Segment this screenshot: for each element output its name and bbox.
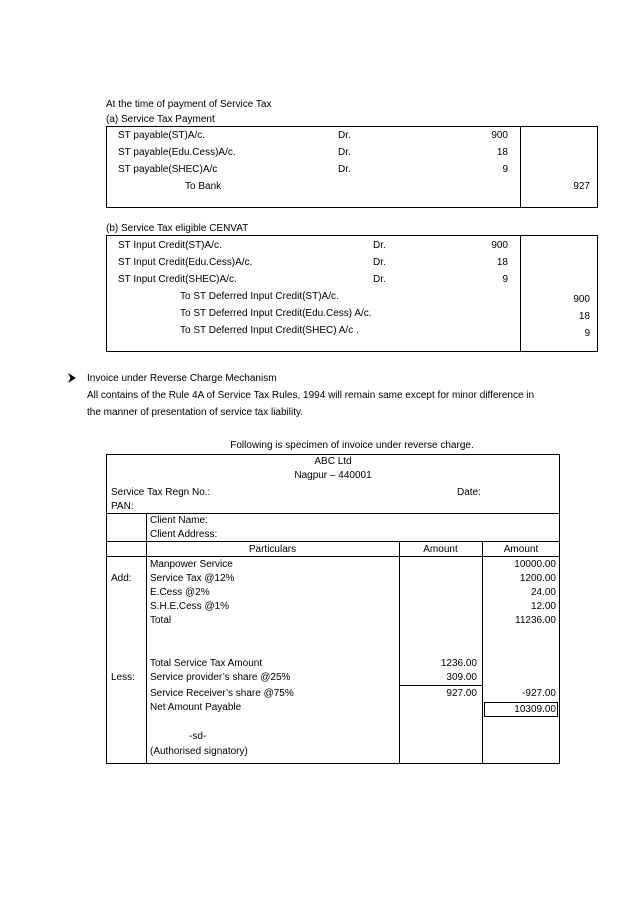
line-item-amount: 1200.00 <box>519 573 556 584</box>
debit-amount: 9 <box>502 164 508 175</box>
journal-account: ST payable(SHEC)A/c <box>118 164 218 175</box>
debit-marker: Dr. <box>338 130 351 141</box>
col-amount: Amount <box>503 544 539 555</box>
line-item-amount: 10000.00 <box>514 559 556 570</box>
credit-account: To ST Deferred Input Credit(ST)A/c. <box>180 291 339 302</box>
debit-amount: 9 <box>502 274 508 285</box>
part-a-title: (a) Service Tax Payment <box>106 114 215 125</box>
paragraph-line: All contains of the Rule 4A of Service Tax Rules, 1994 will remain same except for minor difference in <box>87 390 535 401</box>
line-item-amount: 12.00 <box>530 601 556 612</box>
receiver-share-amount: 927.00 <box>446 688 477 699</box>
total-tax-amount: 1236.00 <box>440 658 477 669</box>
debit-marker: Dr. <box>338 147 351 158</box>
journal-account: ST Input Credit(ST)A/c. <box>118 240 222 251</box>
client-name-label: Client Name: <box>150 515 208 526</box>
credit-account: To Bank <box>185 181 222 192</box>
net-payable-amount: 10309.00 <box>514 704 556 715</box>
arrow-bullet-icon <box>67 372 77 384</box>
col-amount: Amount <box>423 544 458 555</box>
credit-account: To ST Deferred Input Credit(SHEC) A/c . <box>180 325 359 336</box>
date-label: Date: <box>457 487 481 498</box>
credit-amount: 9 <box>584 328 590 339</box>
company-name: ABC Ltd <box>314 456 352 467</box>
section-heading: At the time of payment of Service Tax <box>106 99 272 110</box>
net-payable-label: Net Amount Payable <box>150 702 242 713</box>
provider-share-label: Service provider’s share @25% <box>150 672 291 683</box>
debit-marker: Dr. <box>373 257 386 268</box>
debit-amount: 900 <box>491 130 508 141</box>
receiver-share-label: Service Receiver’s share @75% <box>150 688 294 699</box>
line-item-label: S.H.E.Cess @1% <box>150 601 230 612</box>
line-item-amount: 24.00 <box>530 587 556 598</box>
line-item-label: Manpower Service <box>150 559 233 570</box>
debit-amount: 900 <box>491 240 508 251</box>
line-item-label: E.Cess @2% <box>150 587 210 598</box>
specimen-caption: Following is specimen of invoice under reverse charge. <box>230 440 474 451</box>
part-b-title: (b) Service Tax eligible CENVAT <box>106 223 249 234</box>
bullet-title: Invoice under Reverse Charge Mechanism <box>87 373 277 384</box>
journal-account: ST Input Credit(SHEC)A/c. <box>118 274 237 285</box>
credit-amount: 18 <box>578 311 590 322</box>
debit-amount: 18 <box>496 147 508 158</box>
company-address: Nagpur – 440001 <box>294 470 372 481</box>
less-label: Less: <box>111 672 135 683</box>
debit-amount: 18 <box>496 257 508 268</box>
total-tax-label: Total Service Tax Amount <box>150 658 263 669</box>
add-label: Add: <box>111 573 132 584</box>
line-item-label: Total <box>150 615 172 626</box>
signature-mark: -sd- <box>189 731 207 742</box>
debit-marker: Dr. <box>373 240 386 251</box>
receiver-share-net: -927.00 <box>522 688 556 699</box>
journal-account: ST payable(ST)A/c. <box>118 130 206 141</box>
col-particulars: Particulars <box>248 544 297 555</box>
client-address-label: Client Address: <box>150 529 218 540</box>
pan-label: PAN: <box>111 501 134 512</box>
signatory-label: (Authorised signatory) <box>150 746 248 757</box>
credit-account: To ST Deferred Input Credit(Edu.Cess) A/c. <box>180 308 372 319</box>
credit-amount: 900 <box>573 294 590 305</box>
journal-account: ST payable(Edu.Cess)A/c. <box>118 147 236 158</box>
credit-amount: 927 <box>573 181 590 192</box>
paragraph-line: the manner of presentation of service tax liability. <box>87 407 304 418</box>
line-item-amount: 11236.00 <box>515 615 556 626</box>
line-item-label: Service Tax @12% <box>150 573 235 584</box>
debit-marker: Dr. <box>338 164 351 175</box>
regn-label: Service Tax Regn No.: <box>111 487 211 498</box>
journal-account: ST Input Credit(Edu.Cess)A/c. <box>118 257 253 268</box>
provider-share-amount: 309.00 <box>446 672 477 683</box>
debit-marker: Dr. <box>373 274 386 285</box>
